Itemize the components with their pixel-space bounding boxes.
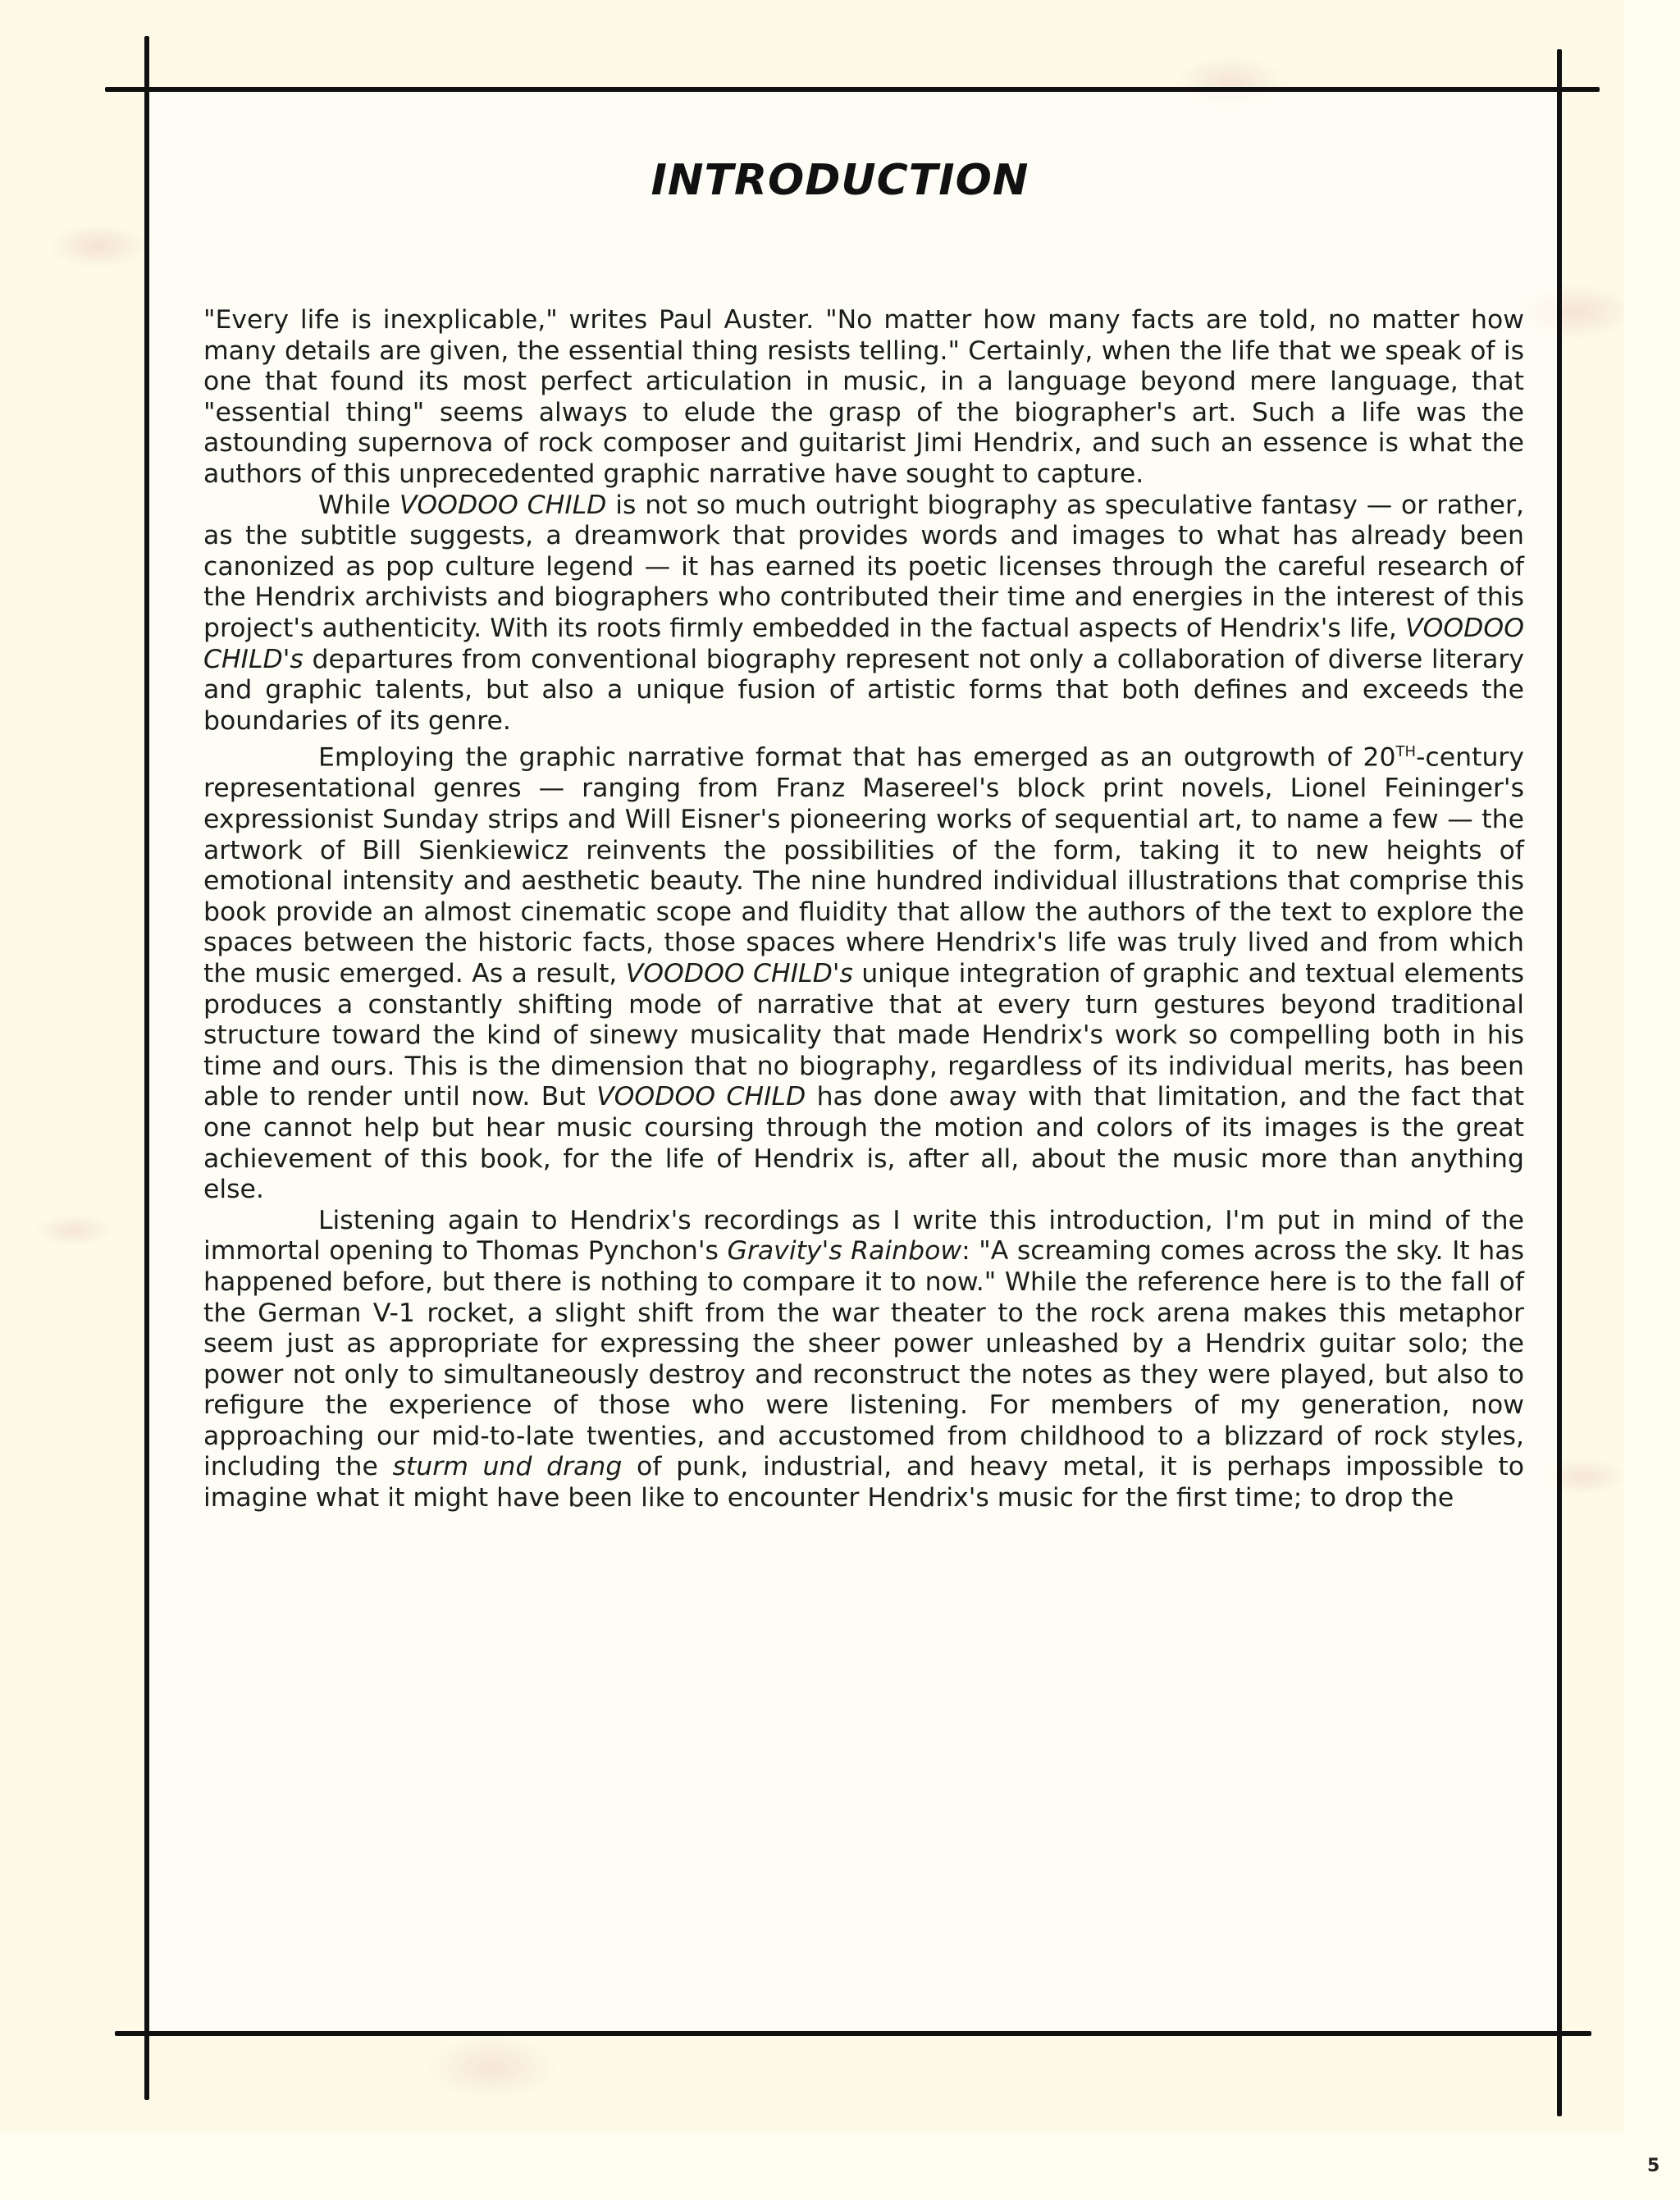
- book-title-gravitys-rainbow: Gravity's Rainbow: [727, 1236, 962, 1267]
- book-title-voodoo-childs: VOODOO CHILD's: [625, 958, 853, 988]
- frame-left-line: [144, 36, 149, 2100]
- page-number: 5: [1647, 2156, 1660, 2176]
- paragraph-4: Listening again to Hendrix's recordings as I write this introduction, I'm put in mind of the immortal opening to Thomas Pynchon's Gravity's Rainbow: "A screaming comes across the sky. It has happened before, but there is nothing to compare it to now." While the reference here is to the fall of the German V-1 rocket, a slight shift from the war theater to the rock arena makes this metaphor seem just as appropriate for expressing the sheer power unleashed by a Hendrix guitar solo; the power not only to simultaneously destroy and reconstruct the notes as they were played, but also to refigure the experience of those who were listening. For members of my generation, now approaching our mid-to-late twenties, and accustomed from childhood to a blizzard of rock styles, including the sturm und drang of punk, industrial, and heavy metal, it is perhaps impossible to imagine what it might have been like to encounter Hendrix's music for the first time; to drop the: [203, 1205, 1524, 1513]
- book-title-voodoo-childs: VOODOO CHILD's: [203, 613, 1524, 674]
- paragraph-2: While VOODOO CHILD is not so much outright biography as speculative fantasy — or rather, as the subtitle suggests, a dreamwork that provides words and images to what has already been canonized as pop culture legend — it has earned its poetic licenses through the careful research of the Hendrix archivists and biographers who contributed their time and energies in the interest of this project's authenticity. With its roots firmly embedded in the factual aspects of Hendrix's life, VOODOO CHILD's departures from conventional biography represent not only a collaboration of diverse literary and graphic talents, but also a unique fusion of artistic forms that both defines and exceeds the boundaries of its genre.: [203, 490, 1525, 736]
- book-title-voodoo-child: VOODOO CHILD: [596, 1082, 806, 1112]
- superscript-th: TH: [1395, 743, 1417, 761]
- introduction-text: [203, 305, 1524, 1514]
- paragraph-3: Employing the graphic narrative format that has emerged as an outgrowth of 20TH-century representational genres — ranging from Franz Masereel's block print novels, Lionel Feininger's expressionist Sunday strips and Will Eisner's pioneering works of sequential art, to name a few — the artwork of Bill Sienkiewicz reinvents the possibilities of the form, taking it to new heights of emotional intensity and aesthetic beauty. The nine hundred individual illustrations that comprise this book provide an almost cinematic scope and fluidity that allow the authors of the text to explore the spaces between the historic facts, those spaces where Hendrix's life was truly lived and from which the music emerged. As a result, VOODOO CHILD's unique integration of graphic and textual elements produces a constantly shifting mode of narrative that at every turn gestures beyond traditional structure toward the kind of sinewy musicality that made Hendrix's work so compelling both in his time and ours. This is the dimension that no biography, regardless of its individual merits, has been able to render until now. But VOODOO CHILD has done away with that limitation, and the fact that one cannot help but hear music coursing through the motion and colors of its images is the great achievement of this book, for the life of Hendrix is, after all, about the music more than anything else.: [203, 742, 1524, 1205]
- page-title: INTRODUCTION: [651, 156, 1029, 205]
- frame-top-line: [105, 87, 1600, 92]
- frame-bottom-line: [115, 2031, 1591, 2036]
- paragraph-1: "Every life is inexplicable," writes Paul Auster. "No matter how many facts are told, no matter how many details are given, the essential thing resists telling." Certainly, when the life that we speak of is one that found its most perfect articulation in music, in a language beyond mere language, that "essential thing" seems always to elude the grasp of the biographer's art. Such a life was the astounding supernova of rock composer and guitarist Jimi Hendrix, and such an essence is what the authors of this unprecedented graphic narrative have sought to capture.: [203, 305, 1524, 489]
- book-title-voodoo-child: VOODOO CHILD: [399, 490, 607, 520]
- frame-right-line: [1557, 49, 1562, 2116]
- phrase-sturm-und-drang: sturm und drang: [392, 1452, 623, 1482]
